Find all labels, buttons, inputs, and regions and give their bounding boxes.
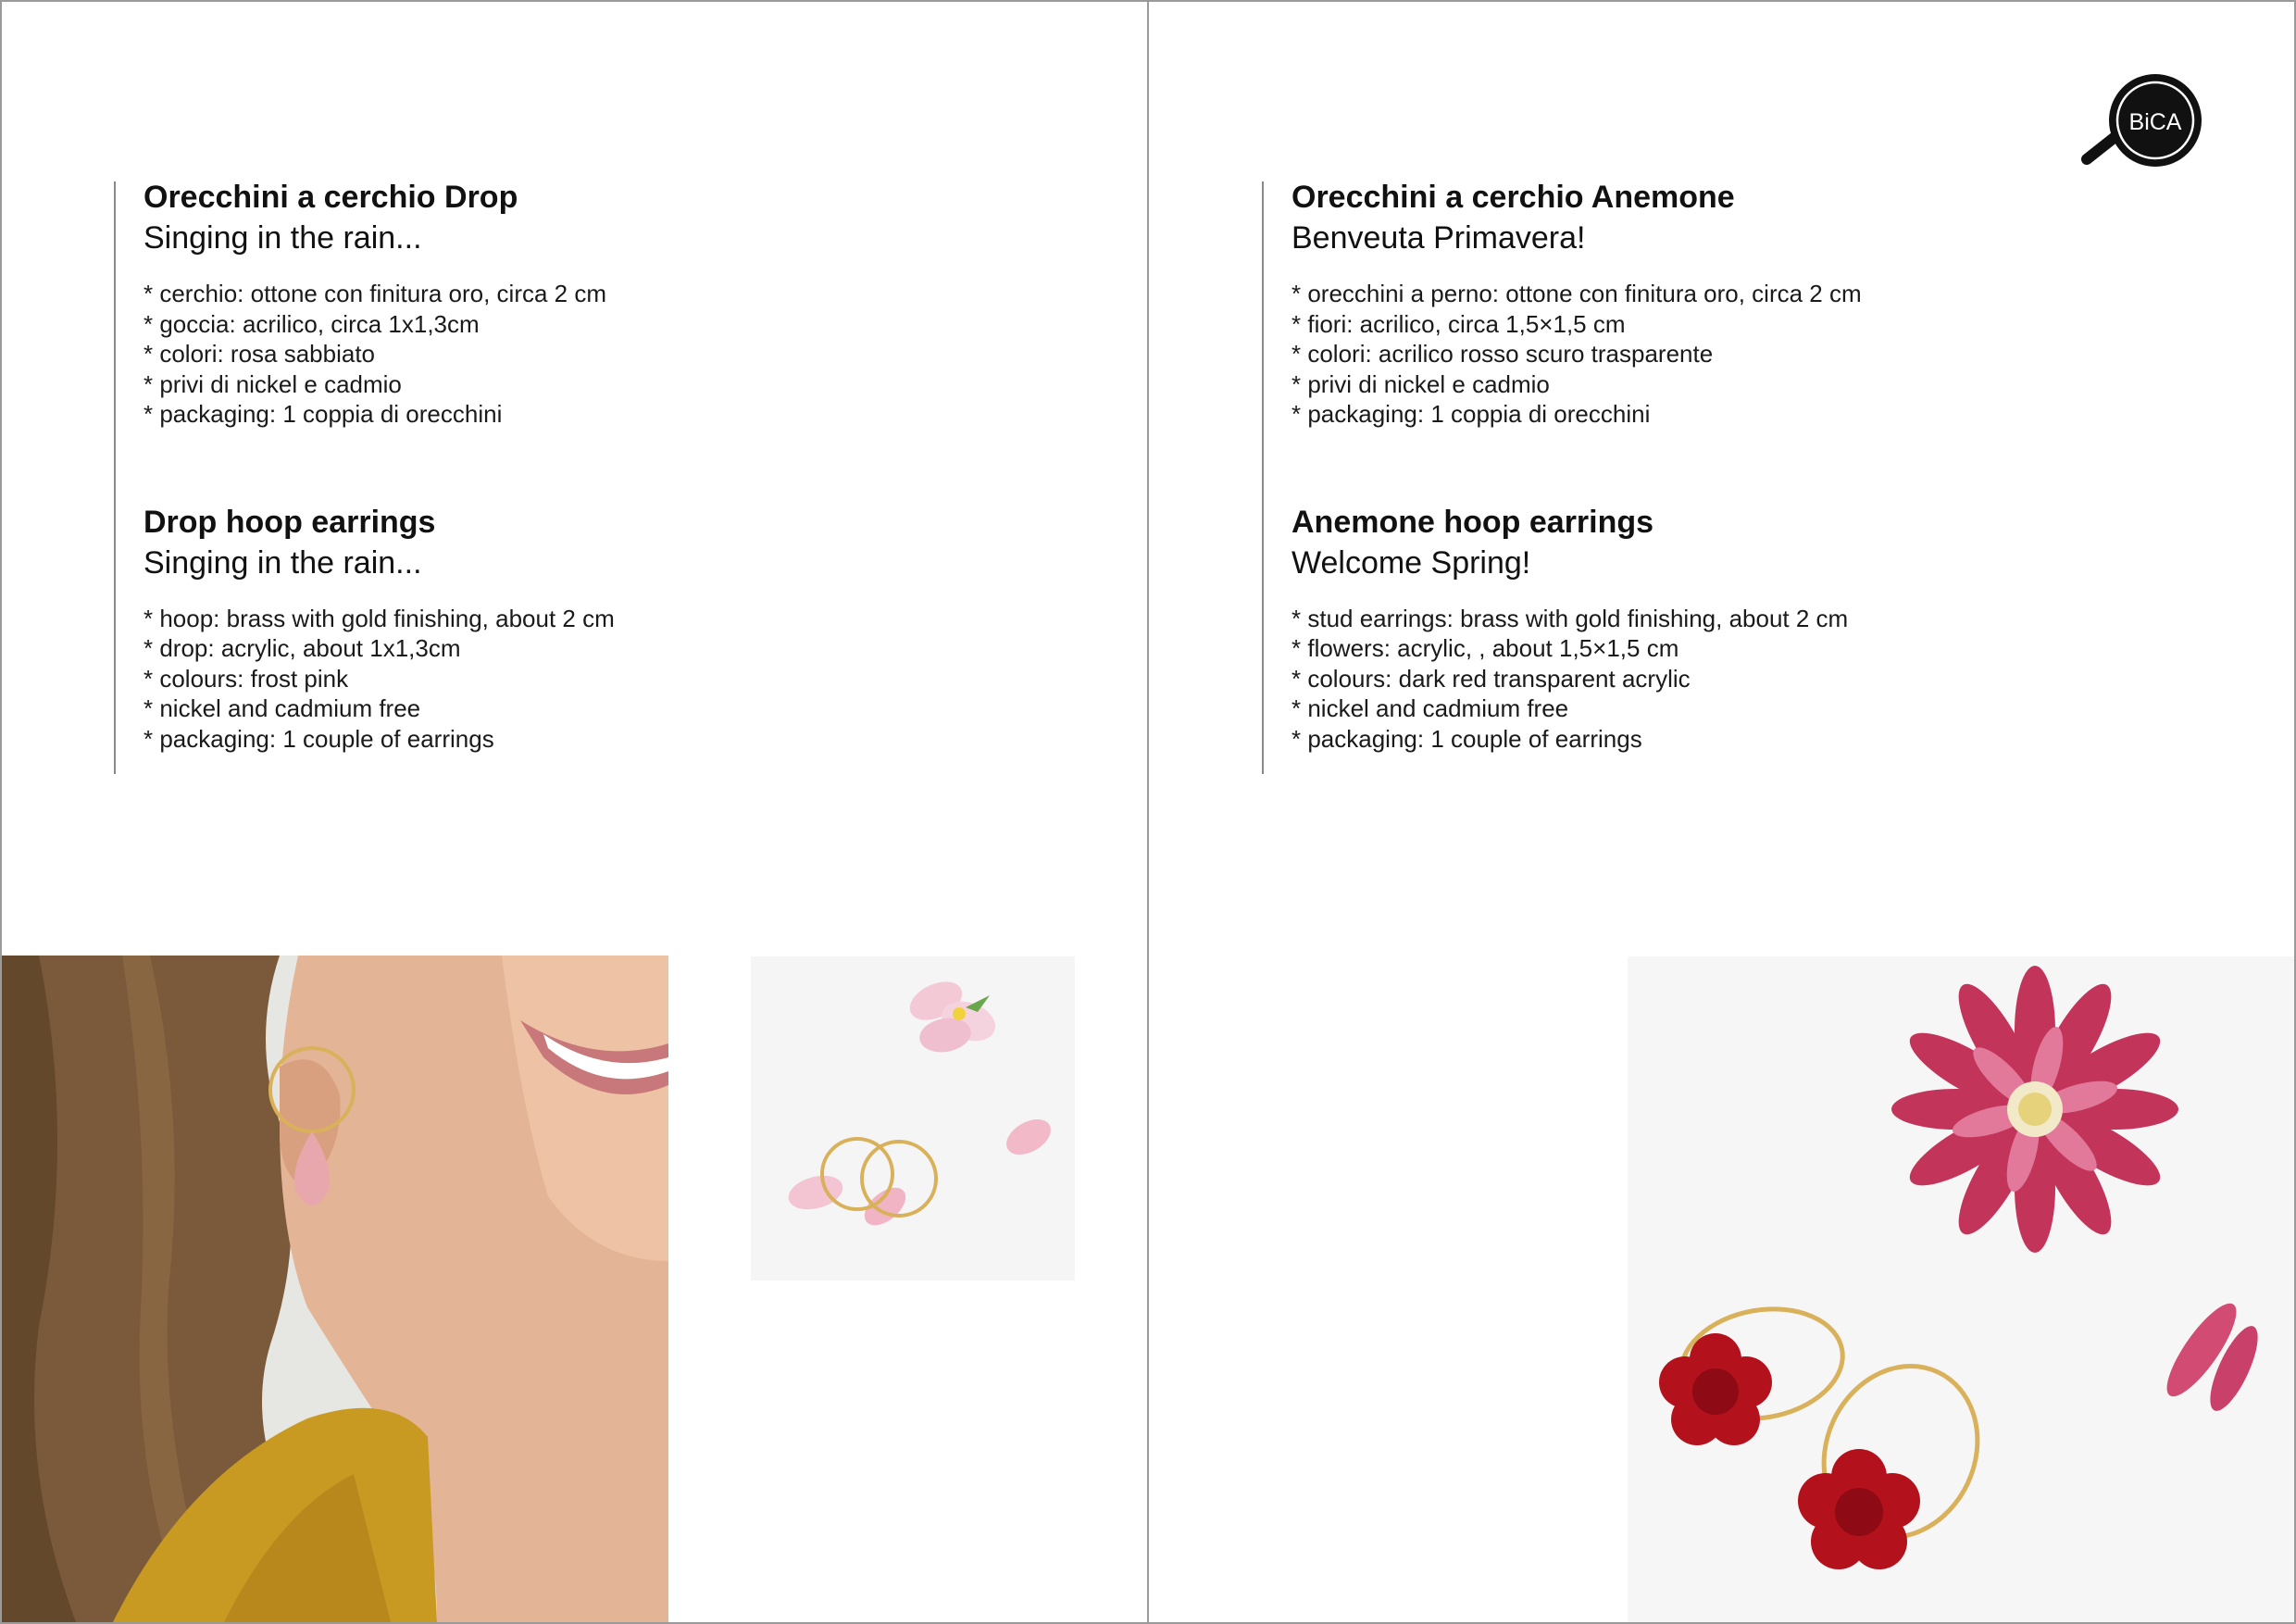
model-wearing-drop-earring-photo <box>2 956 668 1622</box>
left-it-spec: * privi di nickel e cadmio <box>144 369 402 398</box>
left-product-info <box>144 177 1069 754</box>
left-en-spec: * hoop: brass with gold finishing, about 2 cm <box>144 604 615 632</box>
left-en-subtitle: Singing in the rain... <box>144 544 422 581</box>
right-en-spec: * packaging: 1 couple of earrings <box>1292 724 1642 753</box>
right-it-spec: * fiori: acrilico, circa 1,5×1,5 cm <box>1292 309 1626 338</box>
right-it-spec: * colori: acrilico rosso scuro trasparente <box>1292 340 1714 368</box>
left-accent-rule <box>114 181 116 774</box>
right-it-spec: * orecchini a perno: ottone con finitura oro, circa 2 cm <box>1292 280 1862 307</box>
left-it-spec: * goccia: acrilico, circa 1x1,3cm <box>144 309 480 338</box>
page-gutter <box>1147 0 1149 1624</box>
right-it-spec: * privi di nickel e cadmio <box>1292 369 1550 398</box>
left-en-spec: * colours: frost pink <box>144 664 349 693</box>
anemone-hoop-earrings-with-flower-photo <box>1628 956 2294 1622</box>
right-en-subtitle: Welcome Spring! <box>1292 544 1531 581</box>
right-en-title: Anemone hoop earrings <box>1292 504 1654 540</box>
right-accent-rule <box>1262 181 1264 774</box>
magnifier-logo-icon <box>2079 69 2209 170</box>
left-it-title: Orecchini a cerchio Drop <box>144 180 518 215</box>
left-it-spec: * colori: rosa sabbiato <box>144 340 376 368</box>
right-en-spec: * flowers: acrylic, , about 1,5×1,5 cm <box>1292 634 1679 662</box>
drop-hoop-earrings-with-petals-photo <box>751 956 1075 1280</box>
right-en-spec: * nickel and cadmium free <box>1292 694 1569 722</box>
right-it-subtitle: Benveuta Primavera! <box>1292 220 1586 256</box>
right-it-spec: * packaging: 1 coppia di orecchini <box>1292 400 1651 428</box>
left-en-spec: * packaging: 1 couple of earrings <box>144 724 494 753</box>
right-it-title: Orecchini a cerchio Anemone <box>1292 180 1735 215</box>
bica-logo <box>2079 69 2209 170</box>
left-it-subtitle: Singing in the rain... <box>144 220 422 256</box>
left-it-spec: * packaging: 1 coppia di orecchini <box>144 400 503 428</box>
right-en-spec: * colours: dark red transparent acrylic <box>1292 664 1691 693</box>
logo-text: BiCA <box>2128 109 2182 135</box>
left-en-title: Drop hoop earrings <box>144 504 436 540</box>
left-en-spec: * drop: acrylic, about 1x1,3cm <box>144 634 461 662</box>
right-en-spec: * stud earrings: brass with gold finishing, about 2 cm <box>1292 604 1849 632</box>
right-product-info <box>1292 177 2217 754</box>
left-en-spec: * nickel and cadmium free <box>144 694 421 722</box>
left-it-spec: * cerchio: ottone con finitura oro, circa 2 cm <box>144 280 607 307</box>
